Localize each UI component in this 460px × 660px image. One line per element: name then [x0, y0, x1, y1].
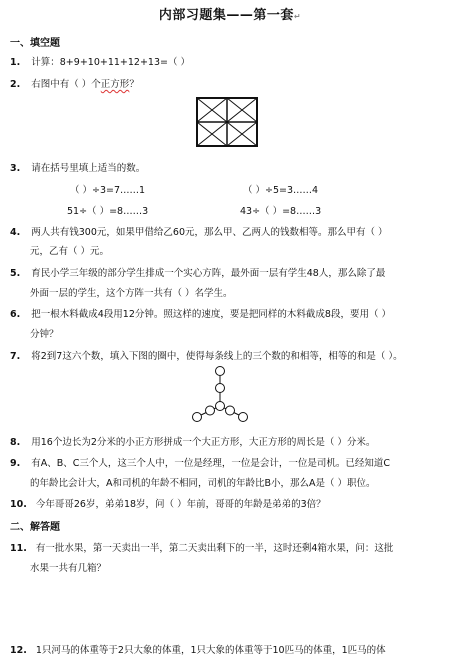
- question-text: 两人共有钱300元，如果甲借给乙60元，那么甲、乙两人的钱数相等。那么甲有（ ）: [31, 227, 388, 238]
- title-text: 内部习题集——第一套: [158, 8, 294, 23]
- page-title: [0, 4, 460, 23]
- question-number: 10.: [10, 499, 27, 510]
- division-line-3: 51÷（ ）=8……3: [67, 206, 149, 217]
- question-12: [10, 642, 386, 656]
- question-number: 1.: [10, 57, 21, 68]
- question-number: 5.: [10, 268, 21, 279]
- question-text: 计算：8+9+10+11+12+13=（ ）: [31, 57, 190, 68]
- question-text: 用16个边长为2分米的小正方形拼成一个大正方形，大正方形的周长是（ ）分米。: [31, 437, 376, 448]
- question-text-end: ？: [129, 79, 139, 90]
- question-text: 有一批水果，第一天卖出一半，第二天卖出剩下的一半，这时还剩4箱水果，问：这批: [35, 543, 394, 554]
- question-2: [10, 76, 139, 90]
- square-grid-figure: [196, 97, 258, 147]
- question-text: 请在括号里填上适当的数。: [31, 163, 146, 174]
- circle-line-figure: [190, 366, 250, 424]
- question-number: 7.: [10, 351, 21, 362]
- question-3: [10, 160, 145, 174]
- question-4-continued: 元，乙有（ ）元。: [30, 246, 110, 257]
- question-text: 今年哥哥26岁，弟弟18岁，问（ ）年前，哥哥的年龄是弟弟的3倍？: [35, 499, 326, 510]
- division-line-1: （ ）÷3=7……1: [70, 185, 146, 196]
- section-answer-heading: 二、解答题: [10, 522, 60, 533]
- question-6-continued: 分钟？: [30, 329, 59, 340]
- question-text: 将2到7这六个数，填入下图的圈中，使得每条线上的三个数的和相等，相等的和是（ ）。: [31, 351, 403, 362]
- question-number: 12.: [10, 645, 27, 656]
- section-fill-heading: 一、填空题: [10, 38, 60, 49]
- question-8: [10, 434, 375, 448]
- question-number: 3.: [10, 163, 21, 174]
- division-line-4: 43÷（ ）=8……3: [240, 206, 322, 217]
- question-7: [10, 348, 403, 362]
- question-number: 8.: [10, 437, 21, 448]
- question-text: 1只河马的体重等于2只大象的体重，1只大象的体重等于10匹马的体重，1匹马的体: [35, 645, 386, 656]
- question-5: [10, 265, 385, 279]
- question-9-continued: 的年龄比会计大，A和司机的年龄不相同，司机的年龄比B小，那么A是（ ）职位。: [30, 478, 376, 489]
- question-number: 11.: [10, 543, 27, 554]
- question-1: [10, 54, 190, 68]
- question-text: 育民小学三年级的部分学生排成一个实心方阵，最外面一层有学生48人，那么除了最: [31, 268, 386, 279]
- division-line-2: （ ）÷5=3……4: [243, 185, 319, 196]
- question-9: [10, 455, 390, 469]
- question-4: [10, 224, 388, 238]
- question-11-continued: 水果一共有几箱？: [30, 563, 107, 574]
- question-number: 9.: [10, 458, 21, 469]
- question-5-continued: 外面一层的学生，这个方阵一共有（ ）名学生。: [30, 288, 233, 299]
- question-number: 2.: [10, 79, 21, 90]
- question-text: 有A、B、C三个人，这三个人中，一位是经理，一位是会计，一位是司机。已经知道C: [31, 458, 391, 469]
- question-6: [10, 306, 391, 320]
- question-number: 6.: [10, 309, 21, 320]
- question-text: 右图中有（ ）个: [31, 79, 101, 90]
- question-text: 把一根木料截成4段用12分钟。照这样的速度，要是把同样的木料截成8段，要用（ ）: [31, 309, 391, 320]
- question-number: 4.: [10, 227, 21, 238]
- question-11: [10, 540, 393, 554]
- spellcheck-word: 正方形: [100, 79, 130, 90]
- paragraph-mark: ↵: [293, 12, 302, 21]
- question-10: [10, 496, 326, 510]
